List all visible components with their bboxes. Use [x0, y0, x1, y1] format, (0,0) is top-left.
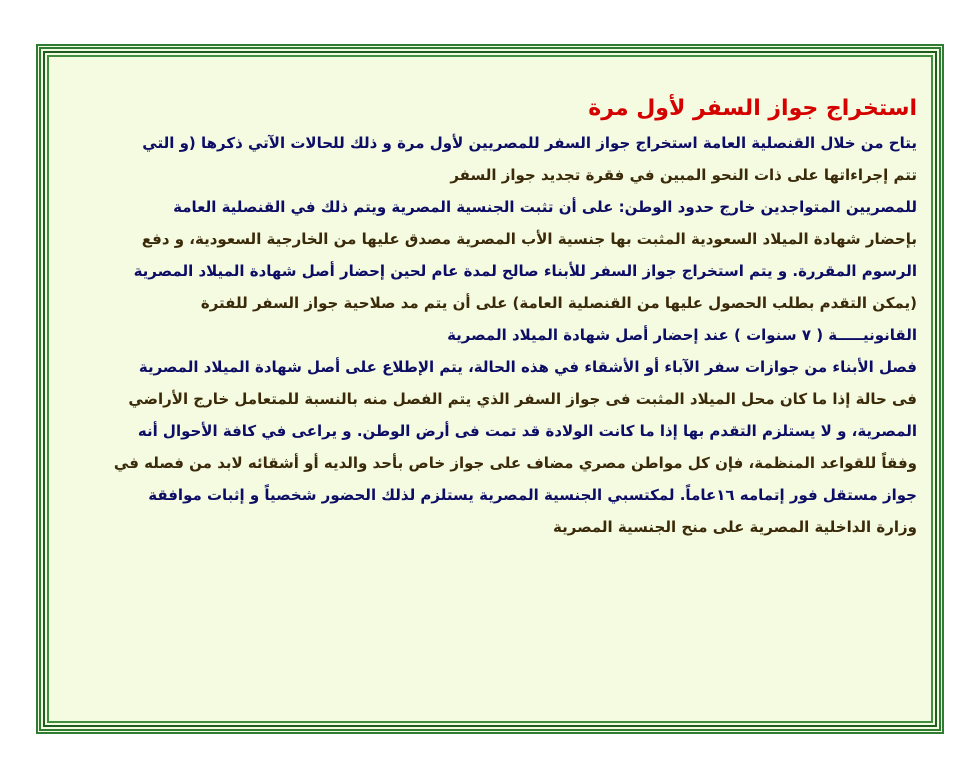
text-line-13: وزارة الداخلية المصرية على منح الجنسية المصرية [553, 518, 917, 536]
text-line-8: فصل الأبناء من جوازات سفر الآباء أو الأشقاء في هذه الحالة، يتم الإطلاع على أصل شهادة الميلاد المصرية [138, 358, 917, 376]
page-title: استخراج جواز السفر لأول مرة [588, 96, 917, 121]
text-line-10: المصرية، و لا يستلزم التقدم بها إذا ما كانت الولادة قد تمت فى أرض الوطن. و يراعى في كافة الأحوال أنه [137, 422, 917, 440]
document-frame [36, 44, 944, 734]
text-line-11: وفقاً للقواعد المنظمة، فإن كل مواطن مصري مضاف على جواز خاص بأحد والديه أو أشقائه لابد من فصله في [113, 454, 917, 472]
text-line-6: (يمكن التقدم بطلب الحصول عليها من القنصلية العامة) على أن يتم مد صلاحية جواز السفر للفترة [200, 294, 917, 312]
text-line-2: تتم إجراءاتها على ذات النحو المبين في فقرة تجديد جواز السفر [450, 166, 917, 184]
text-line-5: الرسوم المقررة. و يتم استخراج جواز السفر للأبناء صالح لمدة عام لحين إحضار أصل شهادة الميلاد المصرية [133, 262, 917, 280]
text-line-7: القانونيـــــة ( ٧ سنوات ) عند إحضار أصل شهادة الميلاد المصرية [447, 326, 917, 344]
text-line-12: جواز مستقل فور إتمامه ١٦عاماً. لمكتسبي الجنسية المصرية يستلزم لذلك الحضور شخصياً و إثبات موافقة [148, 486, 917, 504]
document-content [69, 95, 917, 543]
text-line-3: للمصريين المتواجدين خارج حدود الوطن: على أن تثبت الجنسية المصرية ويتم ذلك في القنصلية العامة [173, 198, 917, 216]
text-line-9: فى حالة إذا ما كان محل الميلاد المثبت فى جواز السفر الذي يتم الفصل منه بالنسبة للمتعامل خارج الأراضي [128, 390, 917, 408]
text-line-4: بإحضار شهادة الميلاد السعودية المثبت بها جنسية الأب المصرية مصدق عليها من الخارجية السعودية، و دفع [141, 230, 917, 248]
text-line-1: يتاح من خلال القنصلية العامة استخراج جواز السفر للمصريين لأول مرة و ذلك للحالات الآتي ذكرها (و التي [142, 134, 917, 152]
